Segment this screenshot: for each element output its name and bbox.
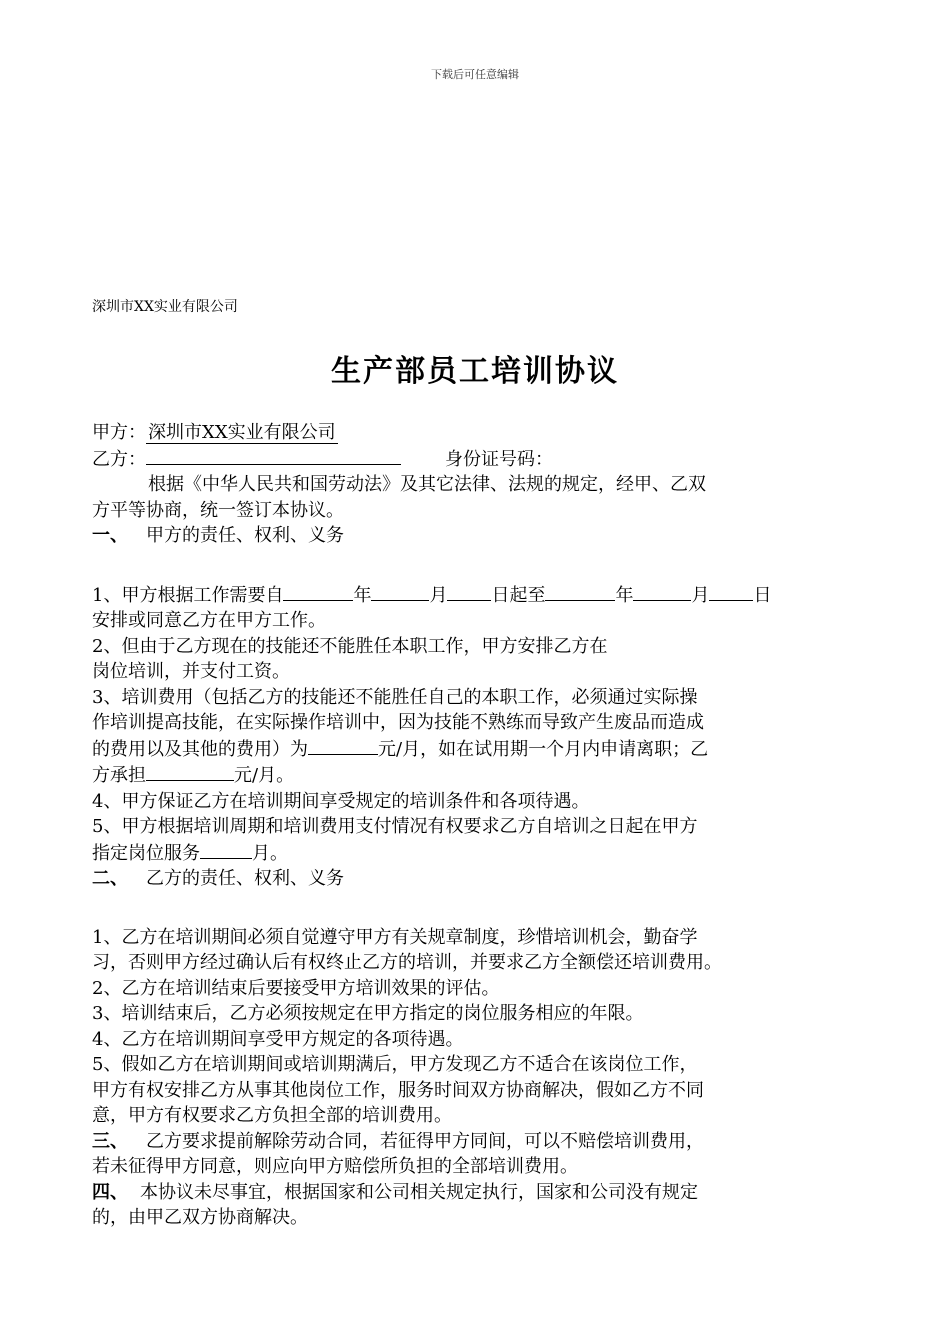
bear-text: 方承担 [92,765,146,786]
s1-item-3-line-4 [92,762,860,789]
section-2-heading [92,866,860,892]
preamble-line-1: 根据《中华人民共和国劳动法》及其它法律、法规的规定，经甲、乙双 [148,474,706,495]
party-b-line [92,446,860,473]
s2-item-2: 2、乙方在培训结束后要接受甲方培训效果的评估。 [92,977,500,999]
preamble-line-2: 方平等协商，统一签订本协议。 [92,499,344,521]
party-b-label: 乙方： [92,448,146,470]
blank-year-end [545,582,615,601]
id-number-label: 身份证号码： [445,448,553,470]
section-3-line-1 [92,1129,860,1155]
s1-item-5-line-1: 5、甲方根据培训周期和培训费用支付情况有权要求乙方自培训之日起在甲方 [92,816,698,837]
party-b-blank [146,446,401,465]
month-label: 月 [429,584,448,606]
service-text: 指定岗位服务 [92,842,200,864]
year-label: 年 [615,584,634,606]
fee-unit-text: 元/月，如在试用期一个月内申请离职；乙 [378,738,709,760]
section-2-title: 乙方的责任、权利、义务 [146,868,344,889]
section-3-number: 三、 [92,1130,128,1152]
blank-day-start [447,582,491,601]
section-1-number: 一、 [92,525,128,546]
s1-item-2-line-1: 2、但由于乙方现在的技能还不能胜任本职工作，甲方安排乙方在 [92,635,608,657]
month-label: 月 [691,584,710,606]
s1-item-3-line-3 [92,736,860,763]
service-unit-text: 月。 [252,842,288,864]
fee-text: 的费用以及其他的费用）为 [92,738,308,760]
s2-item-5-line-3: 意，甲方有权要求乙方负担全部的培训费用。 [92,1105,452,1126]
section-4-number: 四、 [92,1181,128,1203]
agreement-body [92,420,860,1231]
section-2-number: 二、 [92,868,128,889]
blank-service-months [200,840,252,859]
blank-fee [308,736,378,755]
s1-item-1-line-2: 安排或同意乙方在甲方工作。 [92,610,326,631]
section-1-heading [92,523,860,549]
s2-item-3: 3、培训结束后，乙方必须按规定在甲方指定的岗位服务相应的年限。 [92,1003,644,1024]
section-4-line-1 [92,1180,860,1206]
s2-item-5-line-1: 5、假如乙方在培训期间或培训期满后，甲方发现乙方不适合在该岗位工作， [92,1054,698,1075]
section-3-line-2: 若未征得甲方同意，则应向甲方赔偿所负担的全部培训费用。 [92,1156,578,1177]
s1-item-4: 4、甲方保证乙方在培训期间享受规定的培训条件和各项待遇。 [92,790,590,812]
section-1-title: 甲方的责任、权利、义务 [146,525,344,546]
company-name: 深圳市XX实业有限公司 [92,299,238,315]
section-3-text: 乙方要求提前解除劳动合同，若征得甲方同间，可以不赔偿培训费用， [146,1130,704,1152]
s1-item-3-line-2: 作培训提高技能，在实际操作培训中，因为技能不熟练而导致产生废品而造成 [92,712,704,733]
s1-item-5-line-2 [92,840,860,867]
s2-item-1-line-1: 1、乙方在培训期间必须自觉遵守甲方有关规章制度，珍惜培训机会，勤奋学 [92,926,698,948]
year-label: 年 [353,584,372,606]
party-a-label: 甲方： [92,422,146,443]
day-to-label: 日起至 [491,584,546,606]
s1-item-1-text: 1、甲方根据工作需要自 [92,584,284,606]
s1-item-2-line-2: 岗位培训，并支付工资。 [92,661,290,682]
section-4-line-2: 的，由甲乙双方协商解决。 [92,1207,308,1228]
s1-item-1-line-1 [92,582,860,609]
day-label: 日 [753,584,772,606]
s2-item-4: 4、乙方在培训期间享受甲方规定的各项待遇。 [92,1028,464,1050]
party-a-value: 深圳市XX实业有限公司 [148,422,336,443]
section-4-text: 本协议未尽事宜，根据国家和公司相关规定执行，国家和公司没有规定 [140,1181,698,1203]
blank-day-end [709,582,753,601]
bear-unit-text: 元/月。 [234,765,295,786]
s2-item-1-line-2: 习，否则甲方经过确认后有权终止乙方的培训，并要求乙方全额偿还培训费用。 [92,952,722,973]
blank-month-start [371,582,429,601]
header-note: 下载后可任意编辑 [431,68,519,81]
s2-item-5-line-2: 甲方有权安排乙方从事其他岗位工作，服务时间双方协商解决，假如乙方不同 [92,1079,704,1101]
party-a-line [92,420,860,446]
blank-month-end [633,582,691,601]
blank-year-start [283,582,353,601]
s1-item-3-line-1: 3、培训费用（包括乙方的技能还不能胜任自己的本职工作，必须通过实际操 [92,686,698,708]
blank-bear-fee [146,762,234,781]
document-title: 生产部员工培训协议 [331,354,619,389]
